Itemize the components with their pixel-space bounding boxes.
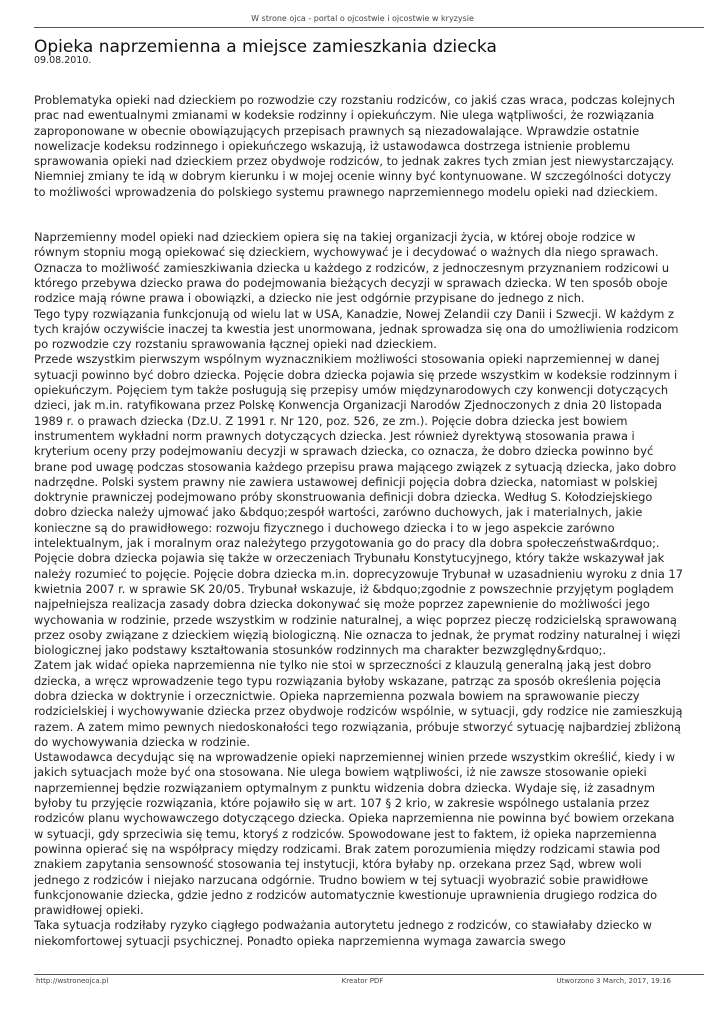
article-paragraph: Przede wszystkim pierwszym wspólnym wyznacznikiem możliwości stosowania opieki naprzemiennej w danej sytuacji powinno być dobro dziecka. Pojęcie dobra dziecka pojawia się przede wszystkim w kodeksie rodzinnym i opiekuńczym. Pojęciem tym także posługują się przepisy umów międzynarodowych czy konwencji dotyczących dzieci, jak m.in. ratyfikowana przez Polskę Konwencja Organizacji Narodów Zjednoczonych z dnia 20 listopada 1989 r. o prawach dziecka (Dz.U. Z 1991 r. Nr 120, poz. 526, ze zm.). Pojęcie dobra dziecka jest bowiem instrumentem wykładni norm prawnych dotyczących dziecka. Jest również dyrektywą stosowania prawa i kryterium oceny przy podejmowaniu decyzji w sprawach dziecka, co oznacza, że dobro dziecka powinno być brane pod uwagę podczas stosowania każdego przepisu prawa mającego związek z sytuacją dziecka, jako dobro nadrzędne. Polski system prawny nie zawiera ustawowej definicji pojęcia dobra dziecka, natomiast w polskiej doktrynie prawniczej podejmowano próby skonstruowania definicji dobra dziecka. Według S. Kołodziejskiego dobro dziecka należy ujmować jako &bdquo;zespół wartości, zarówno duchowych, jak i materialnych, jakie konieczne są do prawidłowego: rozwoju fizycznego i duchowego dziecka i to w jego aspekcie zarówno intelektualnym, jak i moralnym oraz należytego przygotowania go do pracy dla dobra społeczeństwa&rdquo;. Pojęcie dobra dziecka pojawia się także w orzeczeniach Trybunału Konstytucyjnego, który także wskazywał jak należy rozumieć to pojęcie. Pojęcie dobra dziecka m.in. doprecyzowuje Trybunał w uzasadnieniu wyroku z dnia 17 kwietnia 2007 r. w sprawie SK 20/05. Trybunał wskazuje, iż &bdquo;zgodnie z powszechnie przyjętym poglądem najpełniejsza realizacja zasady dobra dziecka dokonywać się może poprzez zapewnienie do możliwości jego wychowania w rodzinie, przede wszystkim w rodzinie naturalnej, a więc poprzez pieczę rodzicielską sprawowaną przez osoby związane z dzieckiem więzią biologiczną. Nie oznacza to jednak, że prymat rodziny naturalnej i więzi biologicznej jako podstawy kształtowania stosunków rodzinnych ma charakter bezwzględny&rdquo;. [34, 352, 684, 658]
header-divider [34, 27, 704, 28]
article-paragraph: Tego typy rozwiązania funkcjonują od wielu lat w USA, Kanadzie, Nowej Zelandii czy Danii i Szwecji. W każdym z tych krajów oczywiście inaczej ta kwestia jest unormowana, jednak sprowadza się ona do umożliwienia rodzicom po rozwodzie czy rozstaniu sprawowania łącznej opieki nad dzieckiem. [34, 306, 679, 352]
article-paragraph: Zatem jak widać opieka naprzemienna nie tylko nie stoi w sprzeczności z klauzulą generalną jaką jest dobro dziecka, a wręcz wprowadzenie tego typu rozwiązania byłoby wskazane, patrząc za sposób określenia pojęcia dobra dziecka w doktrynie i orzecznictwie. Opieka naprzemienna pozwala bowiem na sprawowanie pieczy rodzicielskiej i wychowywanie dziecka przez obydwoje rodziców wspólnie, w sytuacji, gdy rodzice nie zamieszkują razem. A zatem mimo pewnych niedoskonałości tego rozwiązania, próbuje stworzyć sytuację najbardziej zbliżoną do wychowywania dziecka w rodzinie. [34, 658, 683, 749]
page-header-site-name: W strone ojca - portal o ojcostwie i ojcostwie w kryzysie [251, 14, 474, 23]
article-body [34, 93, 684, 949]
footer-created-date: Utworzono 3 March, 2017, 19:16 [556, 977, 671, 985]
article-paragraph: Taka sytuacja rodziłaby ryzyko ciągłego podważania autorytetu jednego z rodziców, co stawiałaby dziecko w niekomfortowej sytuacji psychicznej. Ponadto opieka naprzemienna wymaga zawarcia swego [34, 918, 652, 948]
article-title: Opieka naprzemienna a miejsce zamieszkania dziecka [34, 37, 497, 57]
footer-url: http://wstroneojca.pl [36, 977, 109, 985]
article-paragraph: Ustawodawca decydując się na wprowadzenie opieki naprzemiennej winien przede wszystkim określić, kiedy i w jakich sytuacjach może być ona stosowana. Nie ulega bowiem wątpliwości, iż nie zawsze stosowanie opieki naprzemiennej będzie rozwiązaniem optymalnym z punktu widzenia dobra dziecka. Wydaje się, iż zasadnym byłoby tu przyjęcie rozwiązania, które pojawiło się w art. 107 § 2 krio, w zakresie wspólnego ustalania przez rodziców planu wychowawczego dotyczącego dziecka. Opieka naprzemienna nie powinna być bowiem orzekana w sytuacji, gdy sprzeciwia się temu, ktoryś z rodziców. Spowodowane jest to faktem, iż opieka naprzemienna powinna opierać się na współpracy między rodzicami. Brak zatem porozumienia między rodzicami stawia pod znakiem zapytania sensowność stosowania tej instytucji, która byłaby np. orzekana przez Sąd, wbrew woli jednego z rodziców i niejako narzucana odgórnie. Trudno bowiem w tej sytuacji wyobrazić sobie prawidłowe funkcjonowanie dziecka, gdzie jedno z rodziców automatycznie kwestionuje uprawnienia drugiego rodzica do prawidłowej opieki. [34, 750, 676, 918]
article-date: 09.08.2010. [34, 55, 92, 66]
article-paragraph: Problematyka opieki nad dzieckiem po rozwodzie czy rozstaniu rodziców, co jakiś czas wraca, podczas kolejnych prac nad ewentualnymi zmianami w kodeksie rodzinny i opiekuńczym. Nie ulega wątpliwości, że rozwiązania zaproponowane w obecnie obowiązujących przepisach prawnych są niezadowalające. Wprawdzie ostatnie nowelizacje kodeksu rodzinnego i opiekuńczego wskazują, iż ustawodawca dostrzega istnienie problemu sprawowania opieki nad dzieckiem przez obydwoje rodziców, to jednak zakres tych zmian jest niewystarczający. Niemniej zmiany te idą w dobrym kierunku i w mojej ocenie winny być kontynuowane. W szczególności dotyczy to możliwości wprowadzenia do polskiego systemu prawnego naprzemiennego modelu opieki nad dzieckiem. [34, 93, 676, 199]
article-paragraph: Naprzemienny model opieki nad dzieckiem opiera się na takiej organizacji życia, w której oboje rodzice w równym stopniu mogą opiekować się dzieckiem, wychowywać je i decydować o ważnych dla niego sprawach. Oznacza to możliwość zamieszkiwania dziecka u każdego z rodziców, z jednoczesnym przyznaniem rodzicowi u którego przebywa dziecko prawa do podejmowania bieżących decyzji w sprawach dziecka. W ten sposób oboje rodzice mają równe prawa i obowiązki, a dziecko nie jest odgórnie przypisane do jednego z nich. [34, 230, 670, 306]
footer-divider [34, 974, 704, 975]
footer-generator: Kreator PDF [341, 977, 384, 985]
